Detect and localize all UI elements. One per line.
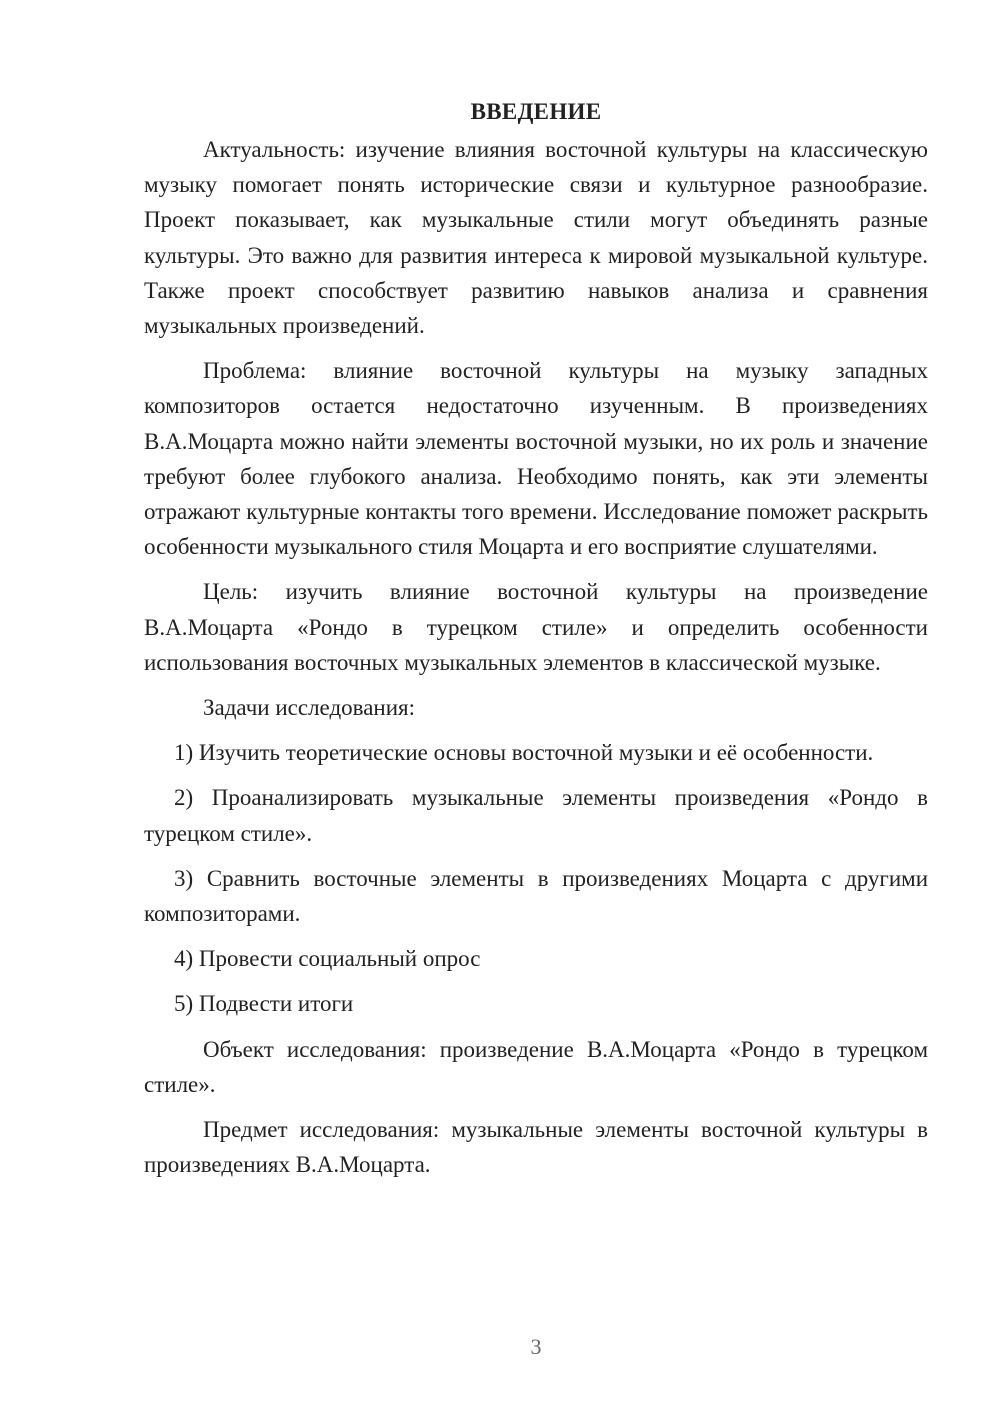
task-item-2: 2) Проанализировать музыкальные элементы произведения «Рондо в турецком стиле». [144, 785, 928, 846]
task-item-1: 1) Изучить теоретические основы восточной музыки и её особенности. [174, 740, 874, 766]
task-item-4: 4) Провести социальный опрос [174, 946, 481, 972]
paragraph-problem: Проблема: влияние восточной культуры на музыку западных композиторов остается недостаточно изученным. В произведениях В.А.Моцарта можно найти элементы восточной музыки, но их роль и значение требуют более глубокого анализа. Необходимо понять, как эти элементы отражают культурные контакты того времени. Исследование поможет раскрыть особенности музыкального стиля Моцарта и его восприятие слушателями. [144, 358, 928, 560]
task-item-5: 5) Подвести итоги [174, 991, 354, 1017]
task-item-3: 3) Сравнить восточные элементы в произведениях Моцарта с другими композиторами. [144, 865, 928, 927]
paragraph-relevance: Актуальность: изучение влияния восточной культуры на классическую музыку помогает понять исторические связи и культурное разнообразие. Проект показывает, как музыкальные стили могут объединять разные культуры. Это важно для развития интереса к мировой музыкальной культуре. Также проект способствует развитию навыков анализа и сравнения музыкальных произведений. [144, 137, 928, 339]
paragraph-goal: Цель: изучить влияние восточной культуры на произведение В.А.Моцарта «Рондо в турецком стиле» и определить особенности использования восточных музыкальных элементов в классической музыке. [144, 579, 928, 675]
paragraph-subject: Предмет исследования: музыкальные элементы восточной культуры в произведениях В.А.Моцарта. [144, 1117, 928, 1178]
page-title: ВВЕДЕНИЕ [470, 99, 602, 124]
page-number: 3 [530, 1334, 542, 1359]
page-content [144, 94, 928, 1192]
tasks-heading: Задачи исследования: [203, 695, 416, 721]
paragraph-object: Объект исследования: произведение В.А.Моцарта «Рондо в турецком стиле». [144, 1036, 928, 1097]
